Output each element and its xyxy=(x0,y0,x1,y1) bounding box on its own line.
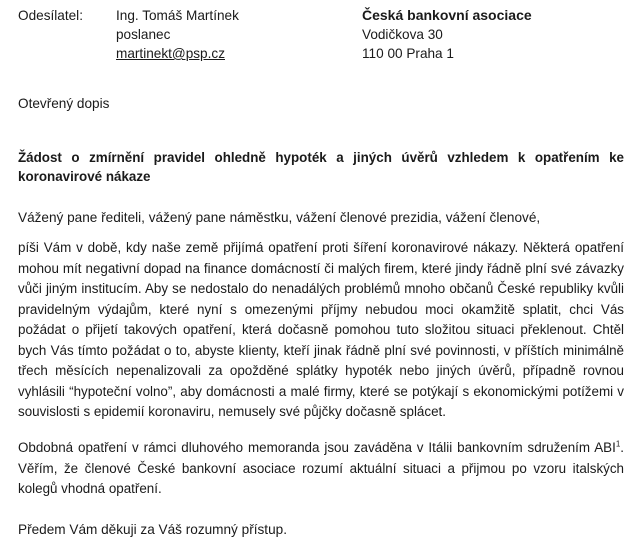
sender-block xyxy=(116,6,239,63)
body-paragraph-1: píši Vám v době, kdy naše země přijímá opatření proti šíření koronavirové nákazy. Některá opatření mohou mít negativní dopad na finance domácností či malých firem, které jindy řádně plní své závazky vůči jiným institucím. Aby se nedostalo do nenadálých problémů mnoho občanů České republiky kvůli pravidelným výdajům, které nyní s omezenými příjmy nebudou moci okamžitě splatit, chci Vás požádat o přijetí takových opatření, která dočasně pomohou tuto složitou situaci překlenout. Chtěl bych Vás tímto požádat o to, abyste klienty, kteří jinak řádně plní své povinnosti, v příštích minimálně třech měsících nepenalizovali za opožděné splátky hypoték nebo jiných úvěrů, případně rovnou vyhlásili “hypoteční volno”, aby domácnosti a malé firmy, které se potýkají s ekonomickými potížemi v souvislosti s epidemií koronaviru, nemusely své půjčky dočasně splácet. xyxy=(18,240,624,419)
paragraph-2-rest: . Věřím, že členové České bankovní asociace rozumí aktuální situaci a přijmou po vzoru italských kolegů vhodná opatření. xyxy=(18,440,624,496)
letter-type: Otevřený dopis xyxy=(18,96,110,111)
letter-subject: Žádost o zmírnění pravidel ohledně hypoték a jiných úvěrů vzhledem k opatřením ke koronavirové nákaze xyxy=(18,150,624,184)
paragraph-2-main: Obdobná opatření v rámci dluhového memoranda jsou zaváděna v Itálii bankovním sdružením ABI xyxy=(18,440,616,455)
recipient-name: Česká bankovní asociace xyxy=(362,7,532,23)
recipient-city: 110 00 Praha 1 xyxy=(362,46,454,61)
letter-greeting: Vážený pane řediteli, vážený pane náměstku, vážení členové prezidia, vážení členové, xyxy=(18,210,541,225)
sender-email-link[interactable]: martinekt@psp.cz xyxy=(116,46,225,61)
sender-role: poslanec xyxy=(116,27,171,42)
body-paragraph-2 xyxy=(18,438,624,500)
letter-closing: Předem Vám děkuji za Váš rozumný přístup. xyxy=(18,522,287,537)
sender-label: Odesílatel: xyxy=(18,8,83,23)
footnote-reference[interactable]: 1 xyxy=(615,439,621,449)
sender-name: Ing. Tomáš Martínek xyxy=(116,8,239,23)
recipient-street: Vodičkova 30 xyxy=(362,27,443,42)
recipient-block xyxy=(362,6,532,63)
letter-header xyxy=(18,6,628,62)
